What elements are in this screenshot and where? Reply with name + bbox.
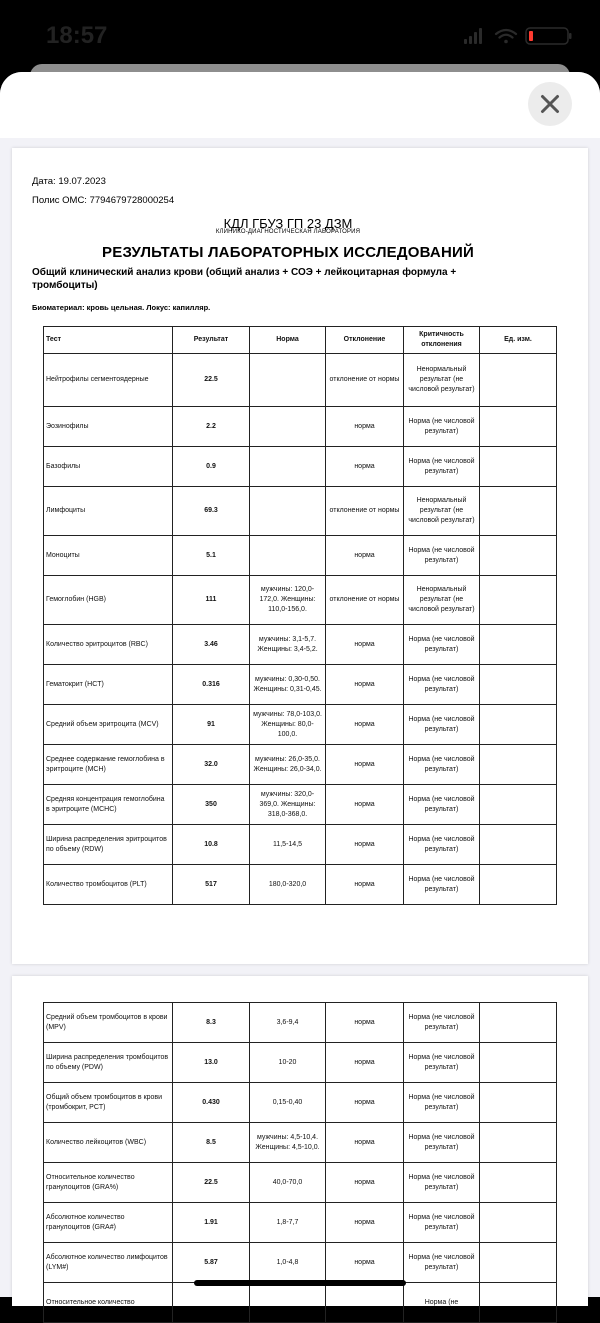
cell-unit bbox=[480, 1003, 557, 1043]
cell-test: Средняя концентрация гемоглобина в эритроците (MCHC) bbox=[44, 785, 173, 825]
cell-result bbox=[173, 1283, 250, 1323]
cell-deviation: норма bbox=[326, 1043, 404, 1083]
results-table bbox=[43, 326, 557, 905]
report-date: Дата: 19.07.2023 bbox=[32, 176, 106, 187]
header-result: Результат bbox=[173, 327, 250, 354]
lab-subtitle: КЛИНИКО-ДИАГНОСТИЧЕСКАЯ ЛАБОРАТОРИЯ bbox=[215, 229, 361, 235]
cell-norm: мужчины: 0,30-0,50. Женщины: 0,31-0,45. bbox=[250, 665, 326, 705]
cell-deviation: норма bbox=[326, 1203, 404, 1243]
cell-result: 13.0 bbox=[173, 1043, 250, 1083]
cell-criticality: Норма (не числовой результат) bbox=[404, 1163, 480, 1203]
cellular-signal-icon bbox=[464, 28, 482, 44]
cell-result: 350 bbox=[173, 785, 250, 825]
results-title: РЕЗУЛЬТАТЫ ЛАБОРАТОРНЫХ ИССЛЕДОВАНИЙ bbox=[102, 244, 474, 261]
table-row bbox=[44, 1083, 557, 1123]
cell-criticality: Норма (не числовой результат) bbox=[404, 1043, 480, 1083]
cell-deviation: норма bbox=[326, 536, 404, 576]
status-time: 18:57 bbox=[46, 22, 108, 49]
cell-criticality: Ненормальный результат (не числовой результат) bbox=[404, 576, 480, 625]
cell-unit bbox=[480, 745, 557, 785]
cell-unit bbox=[480, 785, 557, 825]
cell-criticality: Ненормальный результат (не числовой результат) bbox=[404, 354, 480, 407]
cell-deviation: норма bbox=[326, 1123, 404, 1163]
cell-criticality: Норма (не числовой результат) bbox=[404, 825, 480, 865]
cell-test: Гемоглобин (HGB) bbox=[44, 576, 173, 625]
cell-test: Средний объем эритроцита (MCV) bbox=[44, 705, 173, 745]
table-row bbox=[44, 576, 557, 625]
cell-result: 69.3 bbox=[173, 487, 250, 536]
sheet-header bbox=[0, 72, 600, 138]
cell-result: 10.8 bbox=[173, 825, 250, 865]
cell-test: Абсолютное количество гранулоцитов (GRA#) bbox=[44, 1203, 173, 1243]
close-icon bbox=[528, 82, 572, 126]
cell-criticality: Норма (не числовой результат) bbox=[404, 705, 480, 745]
table-row bbox=[44, 1203, 557, 1243]
cell-norm bbox=[250, 1283, 326, 1323]
cell-criticality: Норма (не числовой результат) bbox=[404, 865, 480, 905]
cell-test: Количество лейкоцитов (WBC) bbox=[44, 1123, 173, 1163]
cell-norm: 1,0-4,8 bbox=[250, 1243, 326, 1283]
cell-unit bbox=[480, 536, 557, 576]
cell-result: 8.3 bbox=[173, 1003, 250, 1043]
table-header-row bbox=[44, 327, 557, 354]
cell-unit bbox=[480, 1243, 557, 1283]
table-row bbox=[44, 1003, 557, 1043]
table-row bbox=[44, 1283, 557, 1323]
cell-norm bbox=[250, 354, 326, 407]
lab-name: КДЛ ГБУЗ ГП 23 ДЗМ bbox=[223, 216, 353, 231]
cell-criticality: Норма (не числовой результат) bbox=[404, 447, 480, 487]
table-row bbox=[44, 1123, 557, 1163]
cell-norm bbox=[250, 487, 326, 536]
cell-criticality: Норма (не числовой результат) bbox=[404, 536, 480, 576]
cell-norm: 40,0-70,0 bbox=[250, 1163, 326, 1203]
cell-criticality: Норма (не числовой результат) bbox=[404, 1243, 480, 1283]
cell-unit bbox=[480, 1083, 557, 1123]
cell-unit bbox=[480, 447, 557, 487]
cell-norm: 0,15-0,40 bbox=[250, 1083, 326, 1123]
cell-unit bbox=[480, 1203, 557, 1243]
table-row bbox=[44, 745, 557, 785]
cell-norm bbox=[250, 536, 326, 576]
cell-deviation: норма bbox=[326, 745, 404, 785]
insurance-policy: Полис ОМС: 7794679728000254 bbox=[32, 195, 175, 206]
cell-deviation: отклонение от нормы bbox=[326, 354, 404, 407]
cell-norm: мужчины: 120,0-172,0. Женщины: 110,0-156,0. bbox=[250, 576, 326, 625]
cell-norm: мужчины: 4,5-10,4. Женщины: 4,5-10,0. bbox=[250, 1123, 326, 1163]
cell-result: 3.46 bbox=[173, 625, 250, 665]
cell-test: Гематокрит (HCT) bbox=[44, 665, 173, 705]
cell-deviation: норма bbox=[326, 665, 404, 705]
cell-test: Средний объем тромбоцитов в крови (MPV) bbox=[44, 1003, 173, 1043]
table-row bbox=[44, 487, 557, 536]
cell-norm: мужчины: 3,1-5,7. Женщины: 3,4-5,2. bbox=[250, 625, 326, 665]
cell-result: 8.5 bbox=[173, 1123, 250, 1163]
table-row bbox=[44, 354, 557, 407]
table-row bbox=[44, 536, 557, 576]
cell-test: Ширина распределения тромбоцитов по объему (PDW) bbox=[44, 1043, 173, 1083]
cell-criticality: Ненормальный результат (не числовой результат) bbox=[404, 487, 480, 536]
table-row bbox=[44, 1243, 557, 1283]
wifi-icon bbox=[496, 30, 516, 43]
cell-result: 1.91 bbox=[173, 1203, 250, 1243]
cell-deviation: норма bbox=[326, 785, 404, 825]
cell-norm: 3,6-9,4 bbox=[250, 1003, 326, 1043]
cell-deviation: отклонение от нормы bbox=[326, 487, 404, 536]
cell-unit bbox=[480, 705, 557, 745]
results-table-continued bbox=[43, 1002, 557, 1323]
cell-result: 517 bbox=[173, 865, 250, 905]
cell-deviation: норма bbox=[326, 865, 404, 905]
cell-deviation bbox=[326, 1283, 404, 1323]
cell-result: 32.0 bbox=[173, 745, 250, 785]
cell-norm: мужчины: 26,0-35,0. Женщины: 26,0-34,0. bbox=[250, 745, 326, 785]
cell-test: Количество эритроцитов (RBC) bbox=[44, 625, 173, 665]
biomaterial: Биоматериал: кровь цельная. Локус: капилляр. bbox=[32, 303, 211, 312]
cell-test: Базофилы bbox=[44, 447, 173, 487]
cell-deviation: отклонение от нормы bbox=[326, 576, 404, 625]
table-row bbox=[44, 447, 557, 487]
cell-unit bbox=[480, 1043, 557, 1083]
cell-norm bbox=[250, 407, 326, 447]
table-row bbox=[44, 785, 557, 825]
close-button[interactable] bbox=[528, 82, 572, 126]
cell-test: Нейтрофилы сегментоядерные bbox=[44, 354, 173, 407]
cell-criticality: Норма (не числовой результат) bbox=[404, 1083, 480, 1123]
cell-result: 5.1 bbox=[173, 536, 250, 576]
cell-criticality: Норма (не числовой результат) bbox=[404, 1123, 480, 1163]
cell-test: Общий объем тромбоцитов в крови (тромбокрит, PCT) bbox=[44, 1083, 173, 1123]
cell-deviation: норма bbox=[326, 705, 404, 745]
cell-test: Абсолютное количество лимфоцитов (LYM#) bbox=[44, 1243, 173, 1283]
table-row bbox=[44, 865, 557, 905]
cell-criticality: Норма (не числовой результат) bbox=[404, 745, 480, 785]
cell-norm: 10-20 bbox=[250, 1043, 326, 1083]
cell-result: 22.5 bbox=[173, 354, 250, 407]
cell-unit bbox=[480, 1163, 557, 1203]
cell-deviation: норма bbox=[326, 1083, 404, 1123]
cell-unit bbox=[480, 625, 557, 665]
cell-deviation: норма bbox=[326, 407, 404, 447]
cell-norm: 1,8-7,7 bbox=[250, 1203, 326, 1243]
battery-icon bbox=[526, 28, 572, 44]
header-test: Тест bbox=[44, 327, 173, 354]
cell-norm bbox=[250, 447, 326, 487]
cell-result: 2.2 bbox=[173, 407, 250, 447]
header-unit: Ед. изм. bbox=[480, 327, 557, 354]
table-row bbox=[44, 407, 557, 447]
table-row bbox=[44, 665, 557, 705]
cell-unit bbox=[480, 665, 557, 705]
cell-test: Относительное количество гранулоцитов (GRA%) bbox=[44, 1163, 173, 1203]
cell-test: Лимфоциты bbox=[44, 487, 173, 536]
cell-test: Моноциты bbox=[44, 536, 173, 576]
cell-result: 91 bbox=[173, 705, 250, 745]
status-icons bbox=[464, 26, 574, 46]
table-row bbox=[44, 705, 557, 745]
cell-test: Ширина распределения эритроцитов по объему (RDW) bbox=[44, 825, 173, 865]
cell-criticality: Норма (не числовой результат) bbox=[404, 1203, 480, 1243]
cell-criticality: Норма (не числовой результат) bbox=[404, 785, 480, 825]
table-row bbox=[44, 825, 557, 865]
header-deviation: Отклонение bbox=[326, 327, 404, 354]
home-indicator[interactable] bbox=[194, 1280, 406, 1286]
cell-deviation: норма bbox=[326, 1243, 404, 1283]
table-row bbox=[44, 625, 557, 665]
cell-norm: 11,5-14,5 bbox=[250, 825, 326, 865]
cell-test: Среднее содержание гемоглобина в эритроците (MCH) bbox=[44, 745, 173, 785]
cell-criticality: Норма (не числовой результат) bbox=[404, 1003, 480, 1043]
cell-result: 0.9 bbox=[173, 447, 250, 487]
cell-result: 22.5 bbox=[173, 1163, 250, 1203]
cell-unit bbox=[480, 487, 557, 536]
table-row bbox=[44, 1163, 557, 1203]
cell-unit bbox=[480, 407, 557, 447]
cell-result: 0.430 bbox=[173, 1083, 250, 1123]
cell-criticality: Норма (не числовой результат) bbox=[404, 407, 480, 447]
cell-criticality: Норма (не bbox=[404, 1283, 480, 1323]
cell-norm: мужчины: 78,0-103,0. Женщины: 80,0-100,0. bbox=[250, 705, 326, 745]
cell-norm: 180,0-320,0 bbox=[250, 865, 326, 905]
cell-unit bbox=[480, 1123, 557, 1163]
cell-unit bbox=[480, 1283, 557, 1323]
cell-result: 0.316 bbox=[173, 665, 250, 705]
cell-result: 5.87 bbox=[173, 1243, 250, 1283]
cell-deviation: норма bbox=[326, 1003, 404, 1043]
cell-deviation: норма bbox=[326, 447, 404, 487]
cell-unit bbox=[480, 576, 557, 625]
cell-criticality: Норма (не числовой результат) bbox=[404, 625, 480, 665]
header-norm: Норма bbox=[250, 327, 326, 354]
cell-criticality: Норма (не числовой результат) bbox=[404, 665, 480, 705]
cell-unit bbox=[480, 865, 557, 905]
cell-test: Количество тромбоцитов (PLT) bbox=[44, 865, 173, 905]
analysis-name: Общий клинический анализ крови (общий анализ + СОЭ + лейкоцитарная формула + тромбоциты) bbox=[32, 267, 457, 291]
cell-deviation: норма bbox=[326, 625, 404, 665]
status-bar bbox=[0, 0, 600, 70]
cell-result: 111 bbox=[173, 576, 250, 625]
cell-test: Эозинофилы bbox=[44, 407, 173, 447]
cell-deviation: норма bbox=[326, 825, 404, 865]
header-criticality: Критичность отклонения bbox=[404, 327, 480, 354]
cell-unit bbox=[480, 354, 557, 407]
cell-norm: мужчины: 320,0-369,0. Женщины: 318,0-368,0. bbox=[250, 785, 326, 825]
cell-deviation: норма bbox=[326, 1163, 404, 1203]
table-row bbox=[44, 1043, 557, 1083]
cell-unit bbox=[480, 825, 557, 865]
cell-test: Относительное количество bbox=[44, 1283, 173, 1323]
